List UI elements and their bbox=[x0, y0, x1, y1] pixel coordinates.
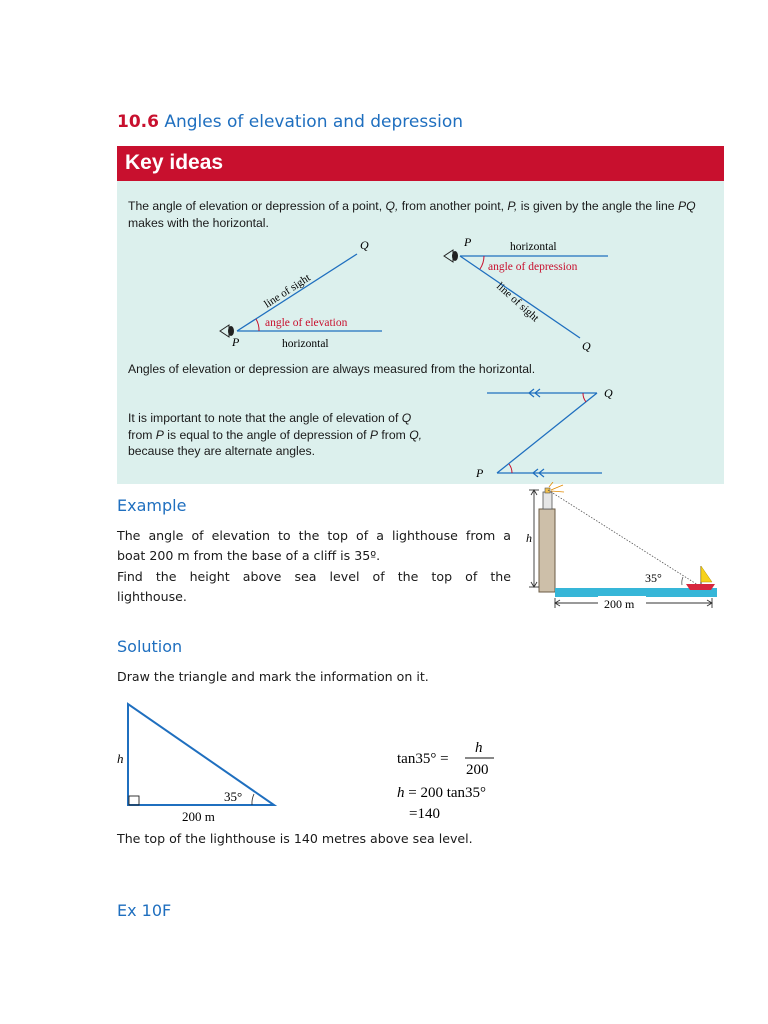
solution-conclusion: The top of the lighthouse is 140 metres above sea level. bbox=[117, 831, 473, 846]
point-p-label: P bbox=[464, 235, 472, 249]
example-line: The angle of elevation to the top of a lighthouse from a bbox=[117, 528, 511, 543]
solution-working bbox=[395, 738, 505, 822]
base-label: 200 m bbox=[182, 809, 215, 822]
eye-icon bbox=[444, 250, 458, 262]
light-rays bbox=[549, 482, 564, 492]
horizontal-label: horizontal bbox=[510, 241, 557, 253]
sailboat-icon bbox=[686, 566, 715, 590]
point-q-label: Q bbox=[582, 339, 591, 353]
angle-of-depression-label: angle of depression bbox=[488, 261, 578, 273]
point-q-label: Q bbox=[604, 386, 613, 400]
right-angle-mark bbox=[129, 796, 139, 805]
key-ideas-definition: The angle of elevation or depression of a point, Q, from another point, P, is given by the angle the line PQ makes with the horizontal. bbox=[128, 199, 696, 230]
line-of-sight bbox=[548, 490, 698, 585]
alternate-angles-diagram bbox=[462, 376, 632, 484]
angle-of-elevation-label: angle of elevation bbox=[265, 317, 348, 329]
height-result: =140 bbox=[409, 806, 440, 822]
depression-arc bbox=[583, 393, 586, 402]
elevation-arc bbox=[509, 464, 512, 473]
key-ideas-alternate-note: It is important to note that the angle of elevation of Q from P is equal to the angle of depression of P from Q, because they are alternate angles. bbox=[128, 411, 423, 458]
tan-equation-lhs: tan35° = bbox=[397, 751, 449, 767]
height-label: h bbox=[526, 531, 532, 545]
angle-arc bbox=[682, 577, 683, 585]
transversal-line bbox=[497, 393, 597, 473]
height-label: h bbox=[117, 751, 124, 766]
lighthouse-tower bbox=[543, 492, 552, 509]
triangle bbox=[128, 704, 274, 805]
depression-diagram bbox=[442, 233, 617, 358]
fraction-denominator: 200 bbox=[466, 762, 489, 778]
point-p-label: P bbox=[232, 335, 240, 349]
horizontal-label: horizontal bbox=[282, 338, 329, 350]
line-of-sight-label: line of sight bbox=[493, 280, 542, 325]
example-line: lighthouse. bbox=[117, 589, 187, 605]
cliff bbox=[539, 509, 555, 592]
section-title-text: Angles of elevation and depression bbox=[164, 112, 463, 132]
depression-arc bbox=[480, 256, 484, 269]
example-problem bbox=[117, 526, 511, 608]
key-ideas-measured-note: Angles of elevation or depression are always measured from the horizontal. bbox=[128, 362, 536, 376]
angle-label: 35° bbox=[224, 789, 243, 804]
distance-label: 200 m bbox=[604, 597, 635, 611]
fraction-numerator: h bbox=[475, 740, 483, 756]
solution-triangle bbox=[112, 700, 282, 822]
solution-heading: Solution bbox=[117, 637, 183, 656]
key-ideas-box bbox=[117, 181, 724, 484]
lighthouse-figure bbox=[520, 482, 720, 617]
point-q-label: Q bbox=[360, 238, 369, 252]
elevation-diagram bbox=[212, 236, 412, 351]
solution-intro: Draw the triangle and mark the information on it. bbox=[117, 669, 429, 684]
key-ideas-heading: Key ideas bbox=[117, 146, 724, 181]
elevation-arc bbox=[256, 319, 259, 331]
angle-label: 35° bbox=[645, 571, 662, 585]
angle-arc bbox=[252, 794, 254, 805]
point-p-label: P bbox=[476, 466, 484, 480]
section-number: 10.6 bbox=[117, 112, 159, 132]
height-equation: h = 200 tan35° bbox=[397, 785, 487, 801]
example-heading: Example bbox=[117, 496, 187, 515]
line-of-sight-label: line of sight bbox=[262, 271, 313, 311]
example-line: boat 200 m from the base of a cliff is 35º. bbox=[117, 548, 381, 564]
exercise-heading: Ex 10F bbox=[117, 901, 172, 920]
example-line: Find the height above sea level of the top of the bbox=[117, 568, 511, 584]
section-title bbox=[117, 112, 463, 132]
